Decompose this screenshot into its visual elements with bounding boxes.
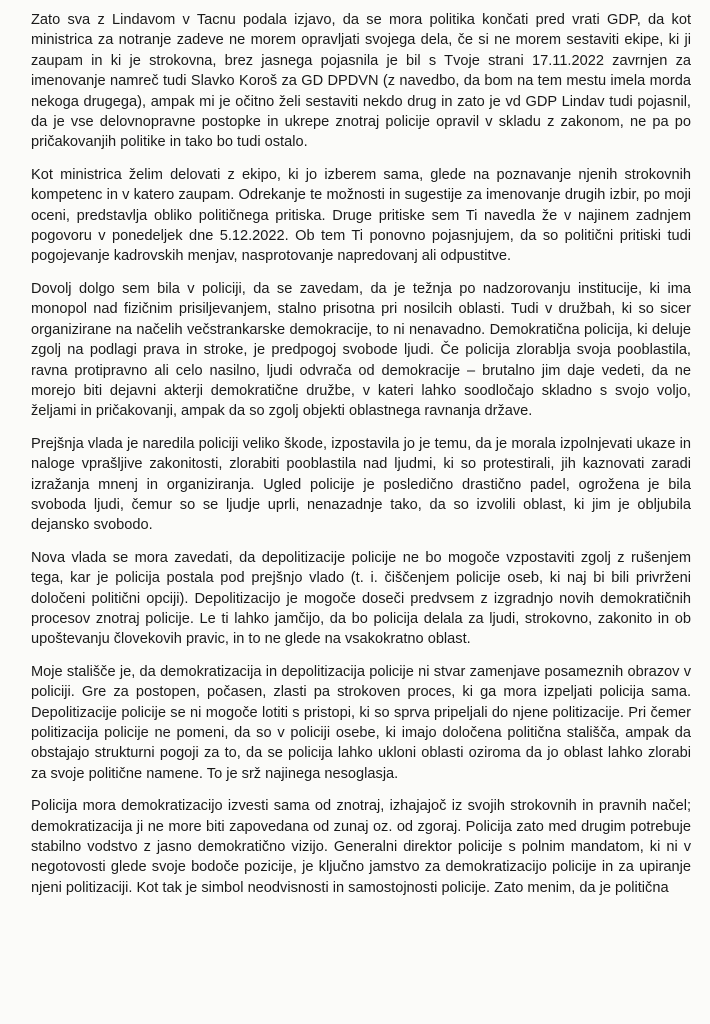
paragraph: Zato sva z Lindavom v Tacnu podala izjavo, da se mora politika končati pred vrati GDP, da kot ministrica za notranje zadeve ne morem opravljati svojega dela, če si ne morem sestaviti ekipe, ki ji zaupam in ki je strokovna, brez jasnega pojasnila je bil s Tvoje strani 17.11.2022 zavrnjen za imenovanje namreč tudi Slavko Koroš za GD DPDVN (z navedbo, da bom na tem mestu imela morda nekoga drugega), ampak mi je očitno želi sestaviti nekdo drug in zato je vd GDP Lindav tudi pojasnil, da je vse delovnopravne postopke in ukrepe znotraj policije opravil v skladu z zakonom, ne pa po pričakovanjih politike in tako bo tudi ostalo. bbox=[31, 12, 691, 151]
paragraph: Moje stališče je, da demokratizacija in depolitizacija policije ni stvar zamenjave posameznih obrazov v policiji. Gre za postopen, počasen, zlasti pa strokoven proces, ki ga mora izpeljati policija sama. Depolitizacije policije se ni mogoče lotiti s pristopi, ki so sprva pripeljali do njene politizacije. Pri čemer politizacija policije ne pomeni, da so v policiji osebe, ki imajo določena politična stališča, ampak da obstajajo strukturni pogoji za to, da se policija lahko ukloni oblasti oziroma da jo oblast lahko zlorabi za svoje politične namene. To je srž najinega nesoglasja. bbox=[31, 663, 691, 782]
paragraph: Prejšnja vlada je naredila policiji veliko škode, izpostavila jo je temu, da je morala izpolnjevati ukaze in naloge vprašljive zakonitosti, zlorabiti pooblastila nad ljudmi, ki so protestirali, jih kaznovati zaradi izražanja mnenj in organiziranja. Ugled policije je posledično drastično padel, ogrožena je bila svoboda ljudi, čemur so se ljudje uprli, nenazadnje tako, da so izvolili oblast, ki jim je obljubila dejansko svobodo. bbox=[31, 435, 691, 534]
paragraph: Nova vlada se mora zavedati, da depolitizacije policije ne bo mogoče vzpostaviti zgolj z rušenjem tega, kar je policija postala pod prejšnjo vlado (t. i. čiščenjem policije oseb, ki naj bi bili privrženi določeni politični opciji). Depolitizacijo je mogoče doseči predvsem z izgradnjo novih demokratičnih procesov znotraj policije. Le ti lahko jamčijo, da bo policija delala za ljudi, strokovno, zakonito in ob upoštevanju človekovih pravic, in to ne glede na vsakokratno oblast. bbox=[31, 549, 691, 648]
paragraph: Dovolj dolgo sem bila v policiji, da se zavedam, da je težnja po nadzorovanju institucije, ki ima monopol nad fizičnim prisiljevanjem, stalno prisotna pri nosilcih oblasti. Tudi v družbah, ki so sicer organizirane na načelih večstrankarske demokracije, to ni nenavadno. Demokratična policija, ki deluje zgolj na podlagi prava in stroke, je predpogoj svobode ljudi. Če policija zlorablja svoja pooblastila, ravna protipravno ali celo nasilno, ljudi odvrača od demokracije – brutalno jim daje vedeti, da ne morejo biti dejavni akterji demokratične družbe, v kateri lahko soodločajo skladno s svojo voljo, željami in pričakovanji, ampak da so zgolj objekti oblastnega ravnanja države. bbox=[31, 280, 691, 420]
paragraph: Policija mora demokratizacijo izvesti sama od znotraj, izhajajoč iz svojih strokovnih in pravnih načel; demokratizacija ji ne more biti zapovedana od zunaj oz. od zgoraj. Policija zato med drugim potrebuje stabilno vodstvo z jasno demokratično vizijo. Generalni direktor policije s polnim mandatom, ki ni v negotovosti glede svoje bodoče pozicije, je ključno jamstvo za demokratizacijo policije in za upiranje njeni politizaciji. Kot tak je simbol neodvisnosti in samostojnosti policije. Zato menim, da je politična bbox=[31, 798, 691, 896]
letter-body bbox=[31, 10, 691, 898]
paragraph: Kot ministrica želim delovati z ekipo, ki jo izberem sama, glede na poznavanje njenih strokovnih kompetenc in v katero zaupam. Odrekanje te možnosti in sugestije za imenovanje drugih izbir, po moji oceni, predstavlja obliko političnega pritiska. Druge pritiske sem Ti navedla že v najinem zadnjem pogovoru v ponedeljek dne 5.12.2022. Ob tem Ti ponovno pojasnjujem, da so politični pritiski tudi pogojevanje kadrovskih menjav, nasprotovanje napredovanj ali odpustitve. bbox=[31, 166, 691, 265]
